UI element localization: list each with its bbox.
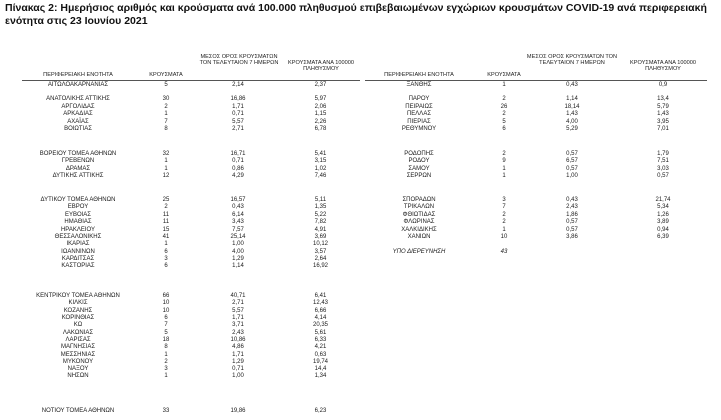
cell-per100k: 7,82 xyxy=(314,219,327,225)
cell-per100k: 2,64 xyxy=(314,256,327,262)
cell-per100k: 7,01 xyxy=(657,126,669,132)
cell-region: ΚΟΡΙΝΘΙΑΣ xyxy=(61,315,95,321)
cell-region: ΓΡΕΒΕΝΩΝ xyxy=(61,158,95,164)
cell-region: ΙΚΑΡΙΑΣ xyxy=(66,241,90,247)
cell-cases: 1 xyxy=(502,82,506,88)
cell-per100k: 16,92 xyxy=(312,263,328,269)
cell-per100k: 5,97 xyxy=(314,96,327,102)
cell-avg: 25,14 xyxy=(230,234,246,240)
cell-avg: 3,43 xyxy=(232,219,244,225)
cell-per100k: 12,43 xyxy=(312,300,328,306)
cell-cases: 1 xyxy=(164,352,168,358)
cell-per100k: 1,79 xyxy=(657,151,669,157)
cell-cases: 2 xyxy=(502,151,506,157)
cell-avg: 0,71 xyxy=(232,366,244,372)
cell-cases: 10 xyxy=(500,234,508,240)
cell-avg: 2,71 xyxy=(232,126,244,132)
cell-cases: 2 xyxy=(164,104,168,110)
cell-avg: 3,86 xyxy=(566,234,578,240)
cell-cases: 1 xyxy=(502,166,506,172)
cell-cases: 30 xyxy=(162,96,170,102)
cell-region: ΠΙΕΡΙΑΣ xyxy=(407,119,431,125)
cell-cases: 1 xyxy=(164,373,168,379)
cell-cases: 15 xyxy=(162,227,170,233)
cell-region: ΜΑΓΝΗΣΙΑΣ xyxy=(60,344,96,350)
cell-avg: 0,57 xyxy=(566,151,578,157)
cell-per100k: 1,02 xyxy=(314,166,327,172)
cell-avg: 0,57 xyxy=(566,227,578,233)
cell-cases: 6 xyxy=(502,126,506,132)
cell-avg: 2,14 xyxy=(232,82,244,88)
cell-region: ΡΟΔΟΥ xyxy=(408,158,430,164)
cell-avg: 1,00 xyxy=(232,241,244,247)
cell-cases: 12 xyxy=(162,173,170,179)
cell-avg: 0,86 xyxy=(232,166,244,172)
cell-cases: 1 xyxy=(164,166,168,172)
cell-region: ΡΟΔΟΠΗΣ xyxy=(404,151,434,157)
cell-region: ΚΩ xyxy=(73,322,83,328)
cell-avg: 1,14 xyxy=(566,96,578,102)
cell-cases: 2 xyxy=(502,96,506,102)
cell-avg: 2,43 xyxy=(566,204,578,210)
cell-region: ΛΑΚΩΝΙΑΣ xyxy=(62,330,94,336)
cell-region: ΙΩΑΝΝΙΝΩΝ xyxy=(61,249,95,255)
cell-cases: 2 xyxy=(502,219,506,225)
cell-avg: 1,71 xyxy=(232,352,244,358)
cell-region: ΣΕΡΡΩΝ xyxy=(406,173,432,179)
cell-region: ΠΕΙΡΑΙΩΣ xyxy=(405,104,433,110)
cell-avg: 0,57 xyxy=(566,219,578,225)
cell-avg: 1,43 xyxy=(566,111,578,117)
cell-per100k: 0,63 xyxy=(314,352,327,358)
header-per100k-left: ΚΡΟΥΣΜΑΤΑ ΑΝΑ 100000 ΠΛΗΘΥΣΜΟΥ xyxy=(288,60,354,73)
cell-region: ΜΥΚΟΝΟΥ xyxy=(62,359,94,365)
cell-avg: 0,71 xyxy=(232,111,244,117)
cell-avg: 1,29 xyxy=(232,359,244,365)
cell-region: ΚΕΝΤΡΙΚΟΥ ΤΟΜΕΑ ΑΘΗΝΩΝ xyxy=(36,293,120,299)
cell-avg: 7,57 xyxy=(232,227,244,233)
cell-per100k: 1,34 xyxy=(314,373,327,379)
cell-region: ΑΡΚΑΔΙΑΣ xyxy=(63,111,93,117)
cell-per100k: 2,26 xyxy=(314,119,327,125)
cell-cases: 26 xyxy=(500,104,508,110)
cell-per100k: 3,95 xyxy=(657,119,669,125)
cell-cases: 43 xyxy=(500,249,508,255)
cell-per100k: 4,91 xyxy=(314,227,327,233)
cell-cases: 5 xyxy=(164,82,168,88)
cell-avg: 1,71 xyxy=(232,104,244,110)
cell-per100k: 6,39 xyxy=(657,234,669,240)
cell-region: ΚΙΛΚΙΣ xyxy=(68,300,88,306)
cell-per100k: 6,41 xyxy=(314,293,327,299)
cell-cases: 7 xyxy=(164,119,168,125)
cell-avg: 0,57 xyxy=(566,166,578,172)
cell-region: ΥΠΟ ΔΙΕΡΕΥΝΗΣΗ xyxy=(392,249,446,255)
cell-region: ΣΠΟΡΑΔΩΝ xyxy=(402,197,436,203)
cell-region: ΦΘΙΩΤΙΔΑΣ xyxy=(402,212,436,218)
cell-cases: 5 xyxy=(502,119,506,125)
cell-per100k: 3,69 xyxy=(314,234,327,240)
cell-per100k: 5,41 xyxy=(314,151,327,157)
cell-avg: 16,57 xyxy=(230,197,246,203)
header-unit-right: ΠΕΡΙΦΕΡΕΙΑΚΗ ΕΝΟΤΗΤΑ xyxy=(384,72,454,78)
cell-cases: 10 xyxy=(162,308,170,314)
cell-avg: 4,86 xyxy=(232,344,244,350)
cell-avg: 6,57 xyxy=(566,158,578,164)
cell-region: ΛΑΡΙΣΑΣ xyxy=(65,337,91,343)
cell-region: ΝΗΣΩΝ xyxy=(67,373,89,379)
cell-region: ΣΑΜΟΥ xyxy=(408,166,430,172)
cell-per100k: 4,14 xyxy=(314,315,327,321)
cell-cases: 7 xyxy=(502,204,506,210)
cell-per100k: 3,89 xyxy=(657,219,669,225)
cell-cases: 6 xyxy=(164,263,168,269)
header-rule-left xyxy=(22,80,360,81)
cell-per100k: 0,94 xyxy=(657,227,669,233)
cell-region: ΔΥΤΙΚΗΣ ΑΤΤΙΚΗΣ xyxy=(52,173,104,179)
cell-per100k: 7,46 xyxy=(314,173,327,179)
cell-region: ΝΟΤΙΟΥ ΤΟΜΕΑ ΑΘΗΝΩΝ xyxy=(41,408,115,414)
cell-region: ΧΑΛΚΙΔΙΚΗΣ xyxy=(401,227,437,233)
cell-region: ΚΑΣΤΟΡΙΑΣ xyxy=(61,263,95,269)
cell-region: ΤΡΙΚΑΛΩΝ xyxy=(403,204,435,210)
cell-avg: 16,71 xyxy=(230,151,246,157)
header-avg-right: ΜΕΣΟΣ ΟΡΟΣ ΚΡΟΥΣΜΑΤΩΝ ΤΟΝ ΤΕΛΕΥΤΑΙΟΝ 7 ΗΜΕΡΩΝ xyxy=(526,54,618,67)
header-cases-right: ΚΡΟΥΣΜΑΤΑ xyxy=(487,72,521,78)
cell-region: ΕΥΒΟΙΑΣ xyxy=(64,212,92,218)
cell-per100k: 4,21 xyxy=(314,344,327,350)
cell-region: ΒΟΙΩΤΙΑΣ xyxy=(64,126,92,132)
cell-region: ΧΑΝΙΩΝ xyxy=(407,234,431,240)
cell-region: ΕΒΡΟΥ xyxy=(67,204,89,210)
cell-region: ΗΜΑΘΙΑΣ xyxy=(64,219,92,225)
cell-avg: 1,29 xyxy=(232,256,244,262)
cell-region: ΑΧΑΪΑΣ xyxy=(67,119,89,125)
cell-avg: 4,00 xyxy=(232,249,244,255)
cell-cases: 41 xyxy=(162,234,170,240)
cell-region: ΚΑΡΔΙΤΣΑΣ xyxy=(61,256,95,262)
cell-cases: 3 xyxy=(502,197,506,203)
cell-avg: 3,71 xyxy=(232,322,244,328)
cell-cases: 2 xyxy=(164,204,168,210)
cell-region: ΝΑΞΟΥ xyxy=(67,366,89,372)
cell-region: ΑΙΤΩΛΟΑΚΑΡΝΑΝΙΑΣ xyxy=(47,82,109,88)
cell-per100k: 10,12 xyxy=(312,241,328,247)
cell-region: ΚΟΖΑΝΗΣ xyxy=(63,308,93,314)
cell-cases: 1 xyxy=(164,241,168,247)
cell-cases: 8 xyxy=(164,344,168,350)
cell-per100k: 1,43 xyxy=(657,111,669,117)
cell-avg: 2,43 xyxy=(232,330,244,336)
cell-avg: 4,29 xyxy=(232,173,244,179)
cell-per100k: 6,66 xyxy=(314,308,327,314)
cell-cases: 11 xyxy=(162,219,170,225)
cell-cases: 25 xyxy=(162,197,170,203)
header-cases-left: ΚΡΟΥΣΜΑΤΑ xyxy=(149,72,183,78)
cell-region: ΘΕΣΣΑΛΟΝΙΚΗΣ xyxy=(54,234,102,240)
cell-cases: 18 xyxy=(162,337,170,343)
cell-avg: 1,00 xyxy=(566,173,578,179)
cell-cases: 9 xyxy=(502,158,506,164)
cell-per100k: 3,03 xyxy=(657,166,669,172)
cell-avg: 0,43 xyxy=(566,82,578,88)
cell-per100k: 5,22 xyxy=(314,212,327,218)
cell-avg: 1,86 xyxy=(566,212,578,218)
cell-avg: 40,71 xyxy=(230,293,246,299)
cell-avg: 16,86 xyxy=(230,96,246,102)
cell-cases: 2 xyxy=(164,359,168,365)
cell-avg: 1,71 xyxy=(232,315,244,321)
cell-region: ΔΥΤΙΚΟΥ ΤΟΜΕΑ ΑΘΗΝΩΝ xyxy=(40,197,116,203)
cell-avg: 18,14 xyxy=(564,104,580,110)
cell-cases: 2 xyxy=(502,212,506,218)
cell-per100k: 0,9 xyxy=(658,82,668,88)
cell-cases: 1 xyxy=(164,111,168,117)
cell-region: ΦΛΩΡΙΝΑΣ xyxy=(403,219,435,225)
cell-avg: 4,00 xyxy=(566,119,578,125)
cell-per100k: 5,61 xyxy=(314,330,327,336)
cell-cases: 2 xyxy=(502,111,506,117)
cell-region: ΒΟΡΕΙΟΥ ΤΟΜΕΑ ΑΘΗΝΩΝ xyxy=(39,151,117,157)
cell-avg: 1,14 xyxy=(232,263,244,269)
cell-region: ΡΕΘΥΜΝΟΥ xyxy=(401,126,437,132)
cell-avg: 5,57 xyxy=(232,119,244,125)
cell-per100k: 1,26 xyxy=(657,212,669,218)
cell-region: ΠΑΡΟΥ xyxy=(408,96,430,102)
cell-per100k: 1,15 xyxy=(314,111,327,117)
cell-cases: 8 xyxy=(164,126,168,132)
cell-cases: 3 xyxy=(164,366,168,372)
cell-per100k: 1,35 xyxy=(314,204,327,210)
cell-cases: 1 xyxy=(502,227,506,233)
cell-avg: 5,57 xyxy=(232,308,244,314)
header-unit-left: ΠΕΡΙΦΕΡΕΙΑΚΗ ΕΝΟΤΗΤΑ xyxy=(43,72,113,78)
cell-avg: 10,86 xyxy=(230,337,246,343)
cell-per100k: 21,74 xyxy=(655,197,671,203)
cell-cases: 1 xyxy=(502,173,506,179)
cell-avg: 0,71 xyxy=(232,158,244,164)
cell-cases: 5 xyxy=(164,330,168,336)
cell-region: ΗΡΑΚΛΕΙΟΥ xyxy=(60,227,96,233)
cell-cases: 6 xyxy=(164,315,168,321)
cell-cases: 10 xyxy=(162,300,170,306)
cell-cases: 32 xyxy=(162,151,170,157)
cell-cases: 1 xyxy=(164,158,168,164)
cell-per100k: 19,74 xyxy=(312,359,328,365)
cell-avg: 6,14 xyxy=(232,212,244,218)
cell-cases: 11 xyxy=(162,212,170,218)
cell-per100k: 2,06 xyxy=(314,104,327,110)
cell-per100k: 2,37 xyxy=(314,82,327,88)
cell-per100k: 7,51 xyxy=(657,158,669,164)
cell-per100k: 6,23 xyxy=(314,408,327,414)
cell-cases: 3 xyxy=(164,256,168,262)
cell-cases: 66 xyxy=(162,293,170,299)
cell-avg: 0,43 xyxy=(566,197,578,203)
cell-per100k: 13,4 xyxy=(657,96,669,102)
header-rule-right xyxy=(365,80,707,81)
cell-cases: 7 xyxy=(164,322,168,328)
cell-per100k: 6,78 xyxy=(314,126,327,132)
header-avg-left: ΜΕΣΟΣ ΟΡΟΣ ΚΡΟΥΣΜΑΤΩΝ ΤΟΝ ΤΕΛΕΥΤΑΙΟΝ 7 ΗΜΕΡΩΝ xyxy=(199,54,279,67)
cell-per100k: 14,4 xyxy=(314,366,327,372)
cell-per100k: 5,79 xyxy=(657,104,669,110)
cell-per100k: 0,57 xyxy=(657,173,669,179)
cell-region: ΞΑΝΘΗΣ xyxy=(406,82,432,88)
cell-region: ΠΕΛΛΑΣ xyxy=(406,111,432,117)
cell-cases: 6 xyxy=(164,249,168,255)
table-title: Πίνακας 2: Ημερήσιος αριθμός και κρούσματα ανά 100.000 πληθυσμού επιβεβαιωμένων εγχώριων κρουσμάτων COVID-19 ανά περιφερειακή ενότητα στις 23 Ιουνίου 2021 xyxy=(5,2,707,27)
cell-region: ΜΕΣΣΗΝΙΑΣ xyxy=(60,352,96,358)
cell-cases: 33 xyxy=(162,408,170,414)
cell-per100k: 20,35 xyxy=(312,322,328,328)
cell-region: ΔΡΑΜΑΣ xyxy=(65,166,91,172)
cell-avg: 0,43 xyxy=(232,204,244,210)
cell-avg: 5,29 xyxy=(566,126,578,132)
cell-avg: 19,86 xyxy=(230,408,246,414)
cell-per100k: 3,15 xyxy=(314,158,327,164)
cell-avg: 1,00 xyxy=(232,373,244,379)
cell-region: ΑΡΓΟΛΙΔΑΣ xyxy=(61,104,95,110)
cell-region: ΑΝΑΤΟΛΙΚΗΣ ΑΤΤΙΚΗΣ xyxy=(46,96,110,102)
cell-per100k: 5,34 xyxy=(657,204,669,210)
header-per100k-right: ΚΡΟΥΣΜΑΤΑ ΑΝΑ 100000 ΠΛΗΘΥΣΜΟΥ xyxy=(630,60,696,73)
cell-avg: 2,71 xyxy=(232,300,244,306)
cell-per100k: 3,57 xyxy=(314,249,327,255)
cell-per100k: 6,33 xyxy=(314,337,327,343)
cell-per100k: 5,11 xyxy=(314,197,327,203)
